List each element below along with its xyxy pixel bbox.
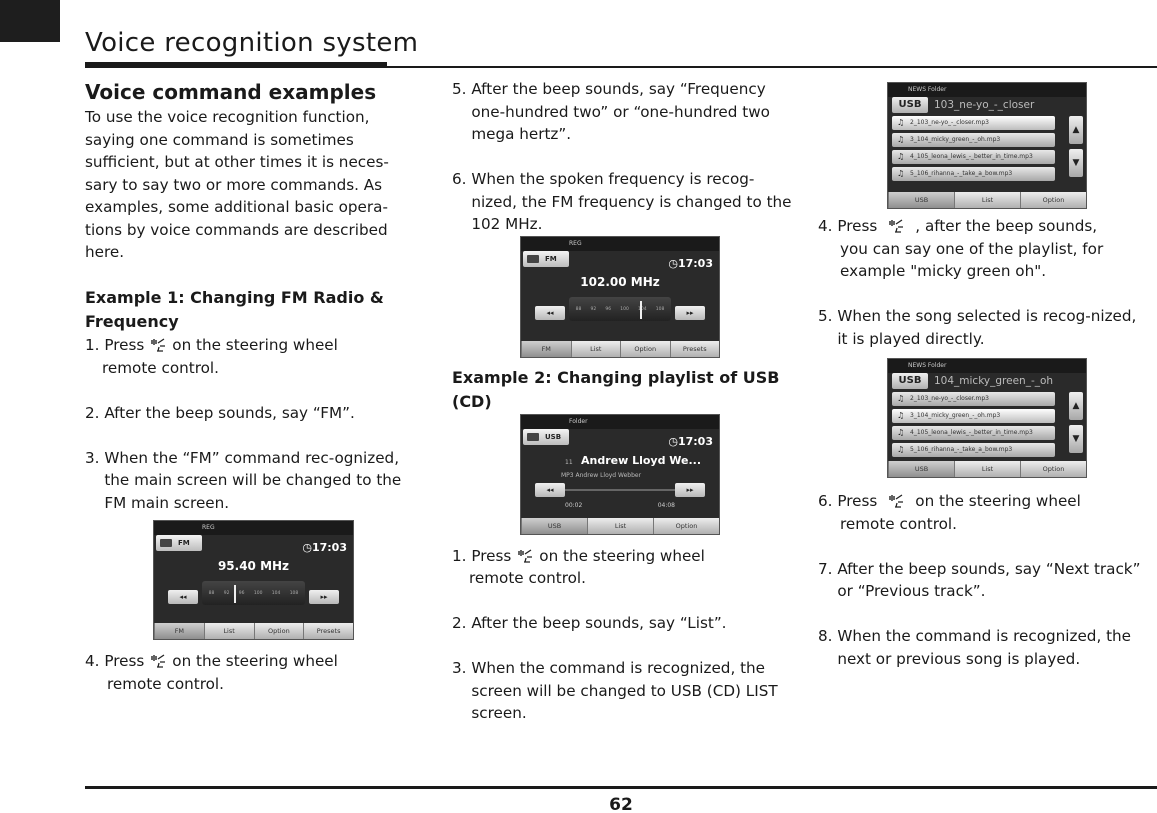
step-3-text: When the command is recognized, the screen will be changed to USB (CD) LIST screen. <box>471 659 778 722</box>
screen-frequency: 102.00 MHz <box>580 274 660 289</box>
step-1 <box>85 334 420 357</box>
screen-tab-bar <box>888 461 1086 477</box>
step-1-cont: remote control. <box>469 569 586 587</box>
screen-tab: Presets <box>670 341 720 357</box>
step-8-num: 8. <box>818 627 838 645</box>
step-5 <box>452 78 792 146</box>
screen-playlist-row: ♫ 4_105_leona_lewis_-_better_in_time.mp3 <box>892 150 1055 164</box>
step-6-text: on the steering wheel <box>915 492 1081 510</box>
screen-tab: FM <box>521 341 571 357</box>
column-1 <box>85 78 420 695</box>
step-5-num: 5. <box>818 307 838 325</box>
step-5-text: After the beep sounds, say “Frequency one-hundred two” or “one-hundred two mega hertz”. <box>471 80 770 143</box>
step-1-press: 1. Press <box>85 336 145 354</box>
voice-talk-icon <box>511 548 539 566</box>
step-6 <box>452 168 792 236</box>
step-8-text: When the command is recognized, the next or previous song is played. <box>837 627 1132 668</box>
screen-playlist-row: ♫ 2_103_ne-yo_-_closer.mp3 <box>892 392 1055 406</box>
scale-tick <box>590 299 596 305</box>
screen-seek-forward: ▸▸ <box>675 306 705 320</box>
screen-scale-ticks <box>571 299 669 305</box>
column-2 <box>452 78 792 725</box>
scale-tick <box>272 583 281 589</box>
screen-progress-bar <box>565 489 675 491</box>
screen-scroll-up: ▲ <box>1069 392 1083 420</box>
screen-mode-button: FM <box>156 535 202 551</box>
step-8 <box>818 625 1148 670</box>
screen-tab: Option <box>1020 192 1086 208</box>
screen-tab: Option <box>653 518 719 534</box>
step-3 <box>452 657 792 725</box>
usb-screen-image <box>520 414 720 535</box>
usb-list-screen-image <box>887 82 1087 209</box>
screen-seek-forward: ▸▸ <box>309 590 339 604</box>
screen-total: 04:08 <box>657 501 675 509</box>
usb-list-selected-screen-image <box>887 358 1087 478</box>
scale-tick <box>290 583 299 589</box>
screen-scale-ticks <box>204 583 303 589</box>
screen-tab: USB <box>888 192 954 208</box>
voice-talk-icon <box>877 218 915 236</box>
step-4-cont: remote control. <box>107 674 224 693</box>
screen-tab: USB <box>888 461 954 477</box>
page-number: 62 <box>609 795 633 813</box>
screen-frequency: 95.40 MHz <box>217 559 290 573</box>
screen-tab: USB <box>521 518 587 534</box>
scale-tick <box>605 299 611 305</box>
step-3-text: When the “FM” command rec-ognized, the main screen will be changed to the FM main screen. <box>104 448 402 512</box>
voice-talk-icon <box>144 337 172 355</box>
screen-track-title: Andrew Lloyd We... <box>581 453 702 467</box>
screen-mode-button: USB <box>892 97 928 113</box>
header-rule <box>85 66 1157 68</box>
screen-tab: Option <box>1020 461 1086 477</box>
step-5-text: When the song selected is recog-nized, it is played directly. <box>837 307 1137 348</box>
screen-mode-button: USB <box>523 429 569 445</box>
step-1-text: on the steering wheel <box>539 546 705 565</box>
screen-tab: List <box>954 461 1020 477</box>
screen-scroll-down: ▼ <box>1069 425 1083 453</box>
column-3 <box>818 78 1148 670</box>
screen-tab-bar <box>888 192 1086 208</box>
screen-clock: ◷17:03 <box>668 434 713 448</box>
section-title: Voice command examples <box>85 80 377 104</box>
voice-talk-icon <box>144 653 172 671</box>
screen-tab: List <box>204 623 254 639</box>
screen-scroll-down: ▼ <box>1069 149 1083 177</box>
step-4 <box>818 215 1148 238</box>
scale-tick <box>239 583 245 589</box>
step-1 <box>452 545 792 568</box>
screen-track-number: 11 <box>565 458 573 466</box>
step-6-text: When the spoken frequency is recog-nized, the FM frequency is changed to the 102 MHz. <box>471 170 792 233</box>
screen-tab: FM <box>154 623 204 639</box>
step-6 <box>818 490 1148 513</box>
intro-text: To use the voice recognition function, saying one command is sometimes sufficient, but at other times it is neces-sary to say two or more commands. As examples, some additional basic opera-tions by voice commands are described here. <box>85 108 389 261</box>
screen-tab: Option <box>254 623 304 639</box>
step-4 <box>85 650 420 673</box>
step-7 <box>818 558 1148 603</box>
step-4-press: 4. Press <box>85 652 145 670</box>
screen-tuning-needle <box>234 585 236 603</box>
step-3-num: 3. <box>85 448 105 467</box>
step-1-text: on the steering wheel <box>172 336 338 354</box>
screen-tab: List <box>571 341 621 357</box>
footer-rule <box>85 786 1157 789</box>
screen-seek-back: ◂◂ <box>535 306 565 320</box>
scale-tick <box>224 583 230 589</box>
screen-tab: List <box>587 518 653 534</box>
step-2: 2. After the beep sounds, say “List”. <box>452 614 727 632</box>
example-2-title: Example 2: Changing playlist of USB (CD) <box>452 367 780 411</box>
step-2: 2. After the beep sounds, say “FM”. <box>85 403 355 422</box>
screen-playlist-row: ♫ 5_106_rihanna_-_take_a_bow.mp3 <box>892 443 1055 457</box>
scale-tick <box>254 583 263 589</box>
step-7-num: 7. <box>818 559 838 578</box>
screen-tuning-needle <box>640 301 642 319</box>
step-5 <box>818 305 1148 350</box>
screen-tab-bar <box>521 341 719 357</box>
screen-mode-button: FM <box>523 251 569 267</box>
voice-talk-icon <box>877 493 915 511</box>
step-1-press: 1. Press <box>452 546 512 565</box>
corner-tab <box>0 0 60 42</box>
screen-current-track: 104_micky_green_-_oh <box>934 375 1054 387</box>
step-6-press: 6. Press <box>818 492 878 510</box>
fm-screen-image <box>153 520 354 640</box>
step-5-num: 5. <box>452 80 472 98</box>
screen-tab: List <box>954 192 1020 208</box>
step-3 <box>85 447 420 515</box>
screen-playlist-row: ♫ 3_104_micky_green_-_oh.mp3 <box>892 133 1055 147</box>
screen-status-bar: Folder <box>521 415 719 429</box>
scale-tick <box>656 299 665 305</box>
step-6-cont: remote control. <box>840 514 957 533</box>
step-7-text: After the beep sounds, say “Next track” or “Previous track”. <box>837 559 1141 600</box>
scale-tick <box>576 299 582 305</box>
screen-elapsed: 00:02 <box>565 501 583 509</box>
scale-tick <box>620 299 629 305</box>
step-1-cont: remote control. <box>102 358 219 377</box>
step-4-press: 4. Press <box>818 217 878 235</box>
screen-clock: ◷17:03 <box>668 256 713 270</box>
screen-status-bar: NEWS Folder <box>888 83 1086 97</box>
screen-status-bar: REG <box>521 237 719 251</box>
screen-playlist-row: ♫ 5_106_rihanna_-_take_a_bow.mp3 <box>892 167 1055 181</box>
step-6-num: 6. <box>452 170 472 188</box>
screen-tab-bar <box>521 518 719 534</box>
screen-current-track: 103_ne-yo_-_closer <box>934 99 1035 111</box>
screen-playlist-row: ♫ 3_104_micky_green_-_oh.mp3 <box>892 409 1055 423</box>
screen-tab: Option <box>620 341 670 357</box>
screen-scroll-up: ▲ <box>1069 116 1083 144</box>
example-1-title: Example 1: Changing FM Radio & Frequency <box>85 288 384 331</box>
screen-tab-bar <box>154 623 353 639</box>
step-4-text: on the steering wheel <box>172 652 338 670</box>
step-3-num: 3. <box>452 659 472 677</box>
step-4-text: , after the beep sounds, <box>915 217 1098 235</box>
fm-102-screen-image <box>520 236 720 358</box>
screen-tab: Presets <box>303 623 353 639</box>
screen-seek-back: ◂◂ <box>168 590 198 604</box>
scale-tick <box>209 583 215 589</box>
screen-seek-forward: ▸▸ <box>675 483 705 497</box>
screen-status-bar: NEWS Folder <box>888 359 1086 373</box>
screen-playlist-row: ♫ 4_105_leona_lewis_-_better_in_time.mp3 <box>892 426 1055 440</box>
screen-playlist-row: ♫ 2_103_ne-yo_-_closer.mp3 <box>892 116 1055 130</box>
screen-status-bar: REG <box>154 521 353 535</box>
page-title: Voice recognition system <box>85 28 419 58</box>
screen-clock: ◷17:03 <box>302 541 347 554</box>
screen-track-artist: MP3 Andrew Lloyd Webber <box>561 471 642 479</box>
screen-seek-back: ◂◂ <box>535 483 565 497</box>
screen-mode-button: USB <box>892 373 928 389</box>
step-4-cont: you can say one of the playlist, for example "micky green oh". <box>840 239 1104 280</box>
